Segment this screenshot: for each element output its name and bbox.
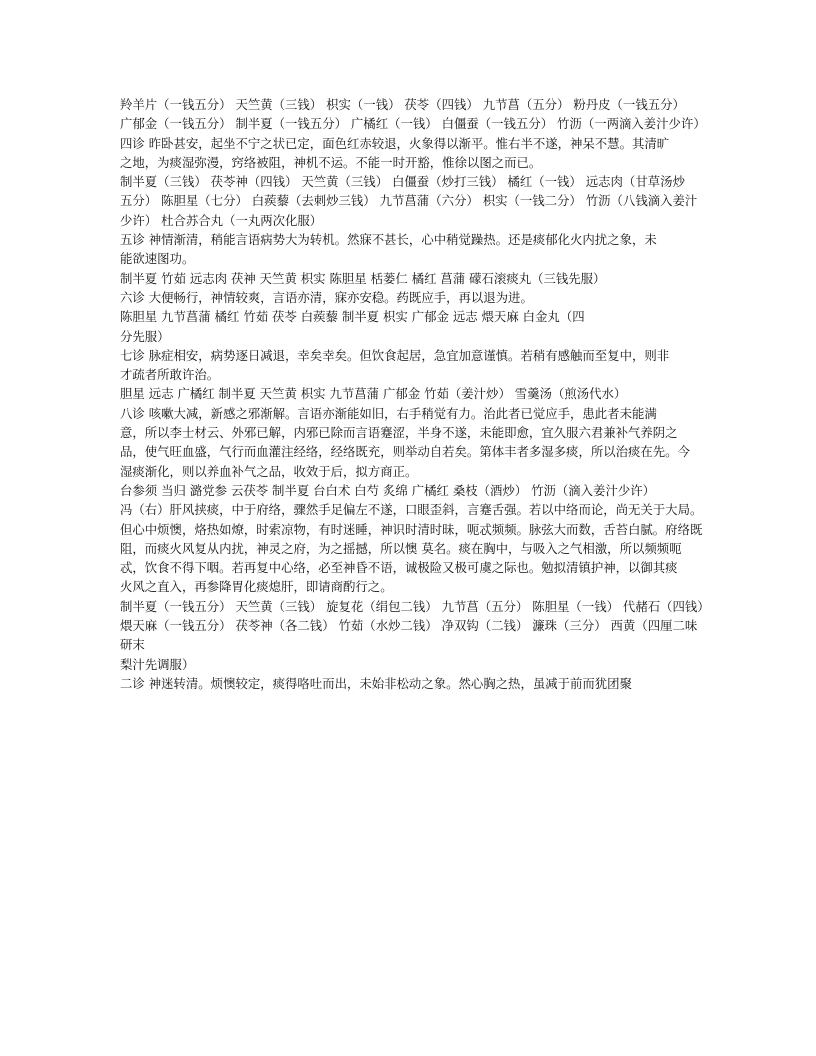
text-line: 之地，为痰湿弥漫，窍络被阻，神机不运。不能一时开豁，惟徐以图之而已。 xyxy=(120,154,542,170)
text-line: 六诊 大便畅行，神情较爽，言语亦清，寐亦安稳。药既应手，再以退为进。 xyxy=(120,289,533,305)
text-line: 湿痰渐化，则以养血补气之品，收效于后，拟方商正。 xyxy=(120,463,418,479)
text-line: 冯（右）肝风挟痰，中于府络，骤然手足偏左不遂，口眼歪斜，言蹇舌强。若以中络而论，尚无关于大局。 xyxy=(120,502,703,518)
text-line: 分先服） xyxy=(120,328,170,344)
text-line: 二诊 神迷转清。烦懊较定，痰得咯吐而出，未始非松动之象。然心胸之热，虽减于前而犹团聚 xyxy=(120,675,632,691)
text-line: 五诊 神情渐清，稍能言语病势大为转机。然寐不甚长，心中稍觉躁热。还是痰郁化火内扰之象，未 xyxy=(120,232,657,248)
text-line: 阻，而痰火风复从内扰，神灵之府，为之摇撼，所以懊 莫名。痰在胸中，与吸入之气相激，所以频频呃 xyxy=(120,540,682,556)
text-line: 制半夏 竹茹 远志肉 茯神 天竺黄 枳实 陈胆星 栝蒌仁 橘红 菖蒲 礞石滚痰丸（三钱先服） xyxy=(120,270,606,286)
text-line: 品，使气旺血盛，气行而血灌注经络，经络既充，则举动自若矣。第体丰者多湿多痰，所以治痰在先。今 xyxy=(120,444,690,460)
text-line: 制半夏（一钱五分） 天竺黄（三钱） 旋复花（绢包二钱） 九节菖（五分） 陈胆星（一钱） 代赭石（四钱） xyxy=(120,598,710,614)
document-page xyxy=(120,95,710,693)
text-line: 制半夏（三钱） 茯苓神（四钱） 天竺黄（三钱） 白僵蚕（炒打三钱） 橘红（一钱） 远志肉（甘草汤炒 xyxy=(120,174,685,190)
text-line: 台参须 当归 潞党参 云茯苓 制半夏 台白术 白芍 炙绵 广橘红 桑枝（酒炒） 竹沥（滴入姜汁少许） xyxy=(120,482,656,498)
text-line: 胆星 远志 广橘红 制半夏 天竺黄 枳实 九节菖蒲 广郁金 竹茹（姜汁炒） 雪羹汤（煎汤代水） xyxy=(120,386,627,402)
text-line: 但心中烦懊，烙热如燎，时索凉物，有时迷睡，神识时清时昧，呃忒频频。脉弦大而数，舌苔白腻。府络既 xyxy=(120,521,703,537)
text-line: 才疏者所敢许治。 xyxy=(120,367,220,383)
text-line: 羚羊片（一钱五分） 天竺黄（三钱） 枳实（一钱） 茯苓（四钱） 九节菖（五分） 粉丹皮（一钱五分） xyxy=(120,97,685,112)
text-line: 忒，饮食不得下咽。若再复中心络，必至神昏不语，诚极险又极可虞之际也。勉拟清镇护神，以御其痰 xyxy=(120,560,678,576)
text-line: 陈胆星 九节菖蒲 橘红 竹茹 茯苓 白蒺藜 制半夏 枳实 广郁金 远志 煨天麻 白金丸（四 xyxy=(120,309,585,325)
text-line: 广郁金（一钱五分） 制半夏（一钱五分） 广橘红（一钱） 白僵蚕（一钱五分） 竹沥（一两滴入姜汁少许） xyxy=(120,116,706,132)
text-line: 四诊 昨卧甚安，起坐不宁之状已定，面色红赤较退，火象得以渐平。惟右半不遂，神呆不慧。其清旷 xyxy=(120,135,670,151)
text-line: 七诊 脉症相安，病势逐日减退，幸矣幸矣。但饮食起居，急宜加意谨慎。若稍有感触而至复中，则非 xyxy=(120,347,670,363)
text-line: 八诊 咳嗽大减，新感之邪渐解。言语亦渐能如旧，右手稍觉有力。治此者已觉应手，患此者未能满 xyxy=(120,405,657,421)
text-line: 火风之直入，再参降胃化痰熄肝，即请商酌行之。 xyxy=(120,579,393,595)
text-line: 能欲速图功。 xyxy=(120,251,195,267)
text-line: 煨天麻（一钱五分） 茯苓神（各二钱） 竹茹（水炒二钱） 净双钩（二钱） 濂珠（三分） 西黄（四厘二味研末 xyxy=(120,618,698,653)
text-line: 少许） 杜合苏合丸（一丸两次化服） xyxy=(120,212,323,228)
text-line: 五分） 陈胆星（七分） 白蒺藜（去刺炒三钱） 九节菖蒲（六分） 枳实（一钱二分） 竹沥（八钱滴入姜汁 xyxy=(120,193,698,209)
text-line: 意，所以李士材云、外邪已解，内邪已除而言语蹇涩，半身不遂，未能即愈，宜久服六君兼补气养阴之 xyxy=(120,425,678,441)
text-line: 梨汁先调服） xyxy=(120,656,195,672)
